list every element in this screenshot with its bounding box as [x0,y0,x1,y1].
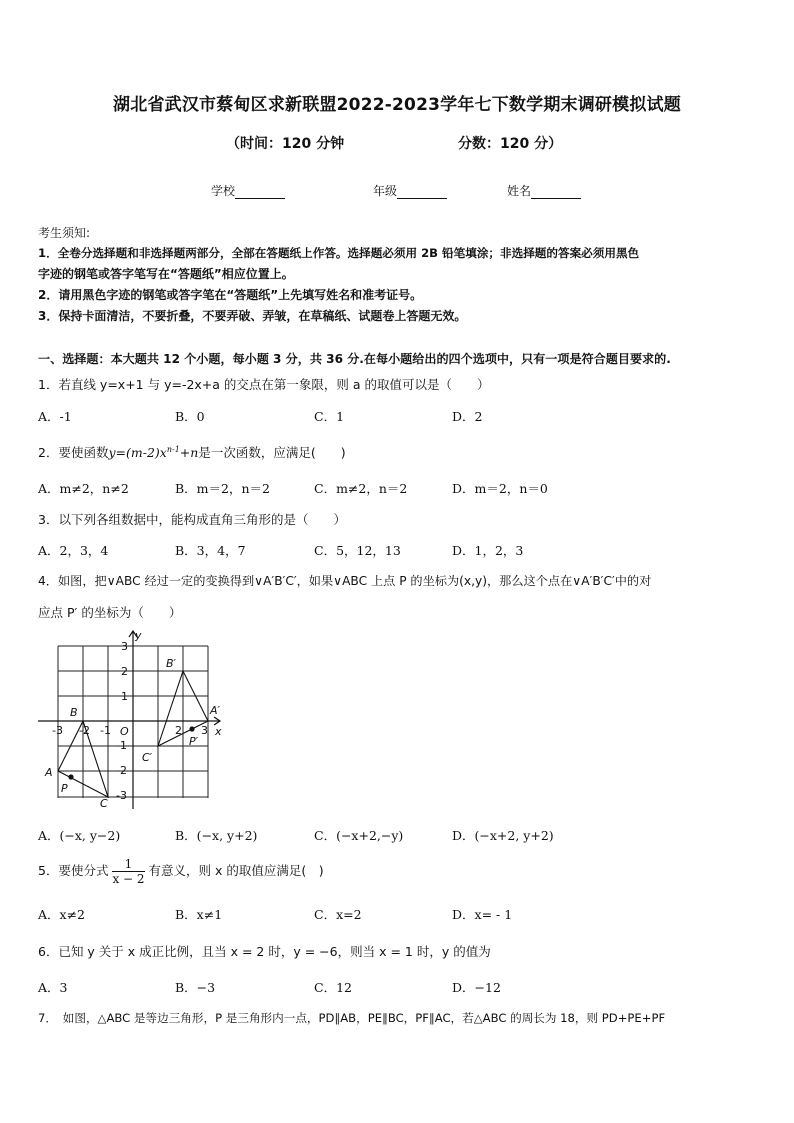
question-4-stem-line2: 应点 P′ 的坐标为（ ） [38,605,182,620]
q2-func-rest: -2)x [142,445,167,460]
question-4-stem-line1: 4．如图，把∨ABC 经过一定的变换得到∨A′B′C′，如果∨ABC 上点 P 的坐标为(x,y)，那么这个点在∨A′B′C′中的对 [38,574,652,588]
exam-time: （时间：120 分钟 [226,136,345,152]
q4-option-a[interactable]: A．(−x, y−2) [38,828,121,843]
q5-numerator: 1 [112,857,144,872]
x-tick: 2 [175,724,182,737]
x-axis-label: x [215,725,222,738]
notes-item: 3．保持卡面清洁，不要折叠，不要弄破、弄皱，在草稿纸、试题卷上答题无效。 [38,309,467,323]
q6-option-c[interactable]: C．12 [314,980,352,995]
q4-option-b[interactable]: B．(−x, y+2) [175,828,258,843]
school-blank[interactable] [235,186,285,199]
y-axis-label: y [135,629,142,642]
q1-option-c[interactable]: C．1 [314,409,345,424]
label-c-prime: C′ [142,751,153,764]
q4-option-c[interactable]: C．(−x+2,−y) [314,828,404,843]
q2-func-eq: =( [115,445,131,460]
q2-func-y: y [108,445,116,460]
origin-label: O [120,725,129,738]
label-a: A [45,766,53,779]
y-tick: 2 [121,665,128,678]
grade-blank[interactable] [397,186,447,199]
x-tick: -1 [100,724,111,737]
point-p-prime-dot [189,726,194,731]
q6-option-d[interactable]: D．−12 [452,980,501,995]
exam-score: 分数：120 分） [458,136,563,152]
section-heading: 一、选择题：本大题共 12 个小题，每小题 3 分，共 36 分.在每小题给出的四个选项中，只有一项是符合题目要求的. [38,352,671,366]
notes-item: 2．请用黑色字迹的钢笔或答字笔在“答题纸”上先填写姓名和准考证号。 [38,288,423,302]
q5-option-a[interactable]: A．x≠2 [38,907,86,922]
q2-func-n: +n [179,445,199,460]
q2-option-a[interactable]: A．m≠2，n≠2 [38,481,129,496]
q2-func-m: m [130,445,143,460]
y-tick: 3 [121,640,128,653]
q3-option-d[interactable]: D．1，2，3 [452,543,524,558]
exam-title: 湖北省武汉市蔡甸区求新联盟2022-2023学年七下数学期末调研模拟试题 [113,95,681,115]
label-c: C [100,797,108,810]
q5-option-b[interactable]: B．x≠1 [175,907,223,922]
point-p-dot [68,774,73,779]
q5-denominator: x − 2 [112,872,145,886]
question-1-stem: 1．若直线 y=x+1 与 y=-2x+a 的交点在第一象限，则 a 的取值可以是（ ） [38,377,490,392]
q5-stem-start: 5．要使分式 [38,863,109,878]
notes-item: 字迹的钢笔或答字笔写在“答题纸”相应位置上。 [38,267,294,281]
q2-option-d[interactable]: D．m＝2，n＝0 [452,481,548,496]
y-tick: -1 [116,739,127,752]
q6-option-b[interactable]: B．−3 [175,980,216,995]
question-2-stem [38,443,346,461]
grade-label: 年级 [373,184,398,198]
q2-func-exponent: n-1 [166,444,180,454]
x-tick: -3 [52,724,63,737]
q2-stem-start: 2．要使函数 [38,445,109,460]
q2-stem-end: 是一次函数，应满足( ) [198,445,346,460]
label-p-prime: P′ [189,735,199,748]
q1-option-d[interactable]: D．2 [452,409,483,424]
question-5-stem [38,857,324,886]
question-7-stem: 7． 如图，△ABC 是等边三角形，P 是三角形内一点，PD∥AB，PE∥BC，PF∥AC，若△ABC 的周长为 18，则 PD+PE+PF [38,1011,666,1025]
notes-heading: 考生须知: [38,226,91,240]
y-tick: -2 [116,764,127,777]
school-field[interactable] [211,182,285,199]
q5-fraction [112,857,144,886]
label-b: B [70,706,78,719]
school-label: 学校 [211,184,236,198]
q2-option-b[interactable]: B．m＝2，n＝2 [175,481,270,496]
label-b-prime: B′ [166,657,177,670]
name-field[interactable] [507,182,581,199]
q1-option-b[interactable]: B．0 [175,409,205,424]
q5-option-c[interactable]: C．x=2 [314,907,362,922]
q5-option-d[interactable]: D．x= - 1 [452,907,513,922]
name-blank[interactable] [531,186,581,199]
q6-option-a[interactable]: A．3 [38,980,68,995]
question-6-stem: 6．已知 y 关于 x 成正比例，且当 x = 2 时，y = −6，则当 x = 1 时，y 的值为 [38,944,491,959]
name-label: 姓名 [507,184,532,198]
q3-option-b[interactable]: B．3，4，7 [175,543,246,558]
label-p: P [61,782,68,795]
notes-item: 1．全卷分选择题和非选择题两部分，全部在答题纸上作答。选择题必须用 2B 铅笔填涂；非选择题的答案必须用黑色 [38,246,640,260]
q2-option-c[interactable]: C．m≠2，n＝2 [314,481,408,496]
q3-option-a[interactable]: A．2，3，4 [38,543,109,558]
x-tick: -2 [79,724,90,737]
question-3-stem: 3．以下列各组数据中，能构成直角三角形的是（ ） [38,512,346,527]
y-tick: 1 [121,690,128,703]
q4-option-d[interactable]: D．(−x+2, y+2) [452,828,554,843]
q3-option-c[interactable]: C．5，12，13 [314,543,401,558]
q1-option-a[interactable]: A．-1 [38,409,72,424]
label-a-prime: A′ [210,704,221,717]
y-tick: -3 [116,789,127,802]
q4-coordinate-graph [36,625,236,810]
q5-stem-end: 有意义，则 x 的取值应满足( ) [148,863,324,878]
x-tick: 3 [201,724,208,737]
grade-field[interactable] [373,182,447,199]
